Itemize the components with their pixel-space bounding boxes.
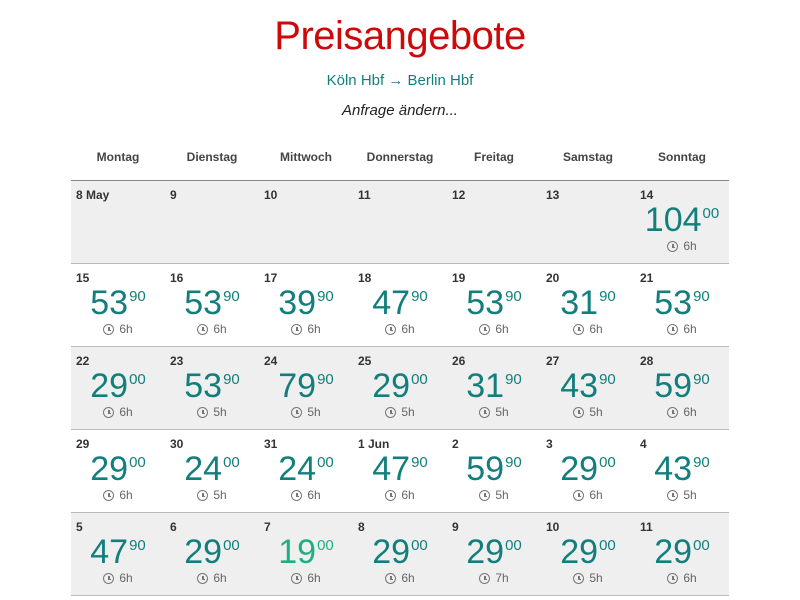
- day-cell: [259, 181, 353, 263]
- fare-euros: 104: [644, 201, 702, 239]
- clock-icon: [573, 490, 584, 501]
- trip-duration: [71, 488, 165, 502]
- day-cell[interactable]: [259, 264, 353, 346]
- fare-euros: 29: [372, 533, 411, 571]
- day-cell[interactable]: [353, 513, 447, 595]
- calendar-week-row: [71, 181, 729, 264]
- fare-price[interactable]: [71, 532, 165, 572]
- duration-text: 6h: [307, 571, 321, 585]
- fare-price[interactable]: [635, 449, 729, 489]
- duration-text: 5h: [589, 571, 603, 585]
- fare-euros: 53: [654, 284, 693, 322]
- fare-price[interactable]: [353, 283, 447, 323]
- fare-euros: 24: [184, 450, 223, 488]
- day-cell[interactable]: [165, 347, 259, 429]
- clock-icon: [479, 573, 490, 584]
- duration-text: 6h: [495, 322, 509, 336]
- duration-text: 6h: [401, 322, 415, 336]
- day-cell[interactable]: [259, 347, 353, 429]
- trip-duration: [71, 571, 165, 585]
- clock-icon: [667, 490, 678, 501]
- fare-euros: 43: [654, 450, 693, 488]
- fare-price[interactable]: [165, 532, 259, 572]
- fare-euros: 47: [372, 284, 411, 322]
- day-cell[interactable]: [635, 513, 729, 595]
- fare-cents: 90: [223, 288, 240, 305]
- trip-duration: [635, 571, 729, 585]
- clock-icon: [479, 407, 490, 418]
- duration-text: 6h: [119, 571, 133, 585]
- duration-text: 6h: [683, 322, 697, 336]
- trip-duration: [541, 488, 635, 502]
- clock-icon: [197, 324, 208, 335]
- day-date: 29: [76, 437, 90, 451]
- fare-euros: 31: [466, 367, 505, 405]
- day-date: 4: [640, 437, 647, 451]
- day-date: 11: [640, 520, 653, 534]
- day-date: 9: [170, 188, 177, 202]
- calendar-week-row: [71, 513, 729, 596]
- day-cell: [165, 181, 259, 263]
- day-cell[interactable]: [71, 347, 165, 429]
- day-date: 3: [546, 437, 553, 451]
- duration-text: 6h: [683, 571, 697, 585]
- fare-price[interactable]: [259, 449, 353, 489]
- duration-text: 6h: [119, 322, 133, 336]
- trip-duration: [635, 239, 729, 253]
- clock-icon: [385, 324, 396, 335]
- clock-icon: [103, 407, 114, 418]
- day-date: 2: [452, 437, 459, 451]
- day-cell[interactable]: [165, 430, 259, 512]
- fare-cents: 00: [505, 537, 522, 554]
- trip-duration: [165, 322, 259, 336]
- duration-text: 6h: [307, 488, 321, 502]
- trip-duration: [165, 571, 259, 585]
- trip-duration: [353, 571, 447, 585]
- day-date: 12: [452, 188, 466, 202]
- fare-cents: 90: [505, 454, 522, 471]
- day-cell[interactable]: [541, 430, 635, 512]
- duration-text: 5h: [213, 488, 227, 502]
- day-date: 16: [170, 271, 184, 285]
- fare-cents: 00: [599, 454, 616, 471]
- day-date: 15: [76, 271, 90, 285]
- day-date: 31: [264, 437, 278, 451]
- fare-price[interactable]: [541, 532, 635, 572]
- fare-price[interactable]: [635, 532, 729, 572]
- weekday-saturday: Samstag: [562, 150, 614, 164]
- fare-euros: 19: [278, 533, 317, 571]
- day-cell[interactable]: [541, 264, 635, 346]
- fare-price[interactable]: [165, 449, 259, 489]
- clock-icon: [479, 490, 490, 501]
- fare-cents: 00: [693, 537, 710, 554]
- weekday-header: [71, 142, 729, 181]
- clock-icon: [385, 573, 396, 584]
- clock-icon: [667, 573, 678, 584]
- fare-cents: 00: [223, 454, 240, 471]
- trip-duration: [165, 488, 259, 502]
- clock-icon: [103, 324, 114, 335]
- trip-duration: [447, 571, 541, 585]
- trip-duration: [165, 405, 259, 419]
- trip-duration: [353, 322, 447, 336]
- day-date: 27: [546, 354, 560, 368]
- clock-icon: [479, 324, 490, 335]
- duration-text: 7h: [495, 571, 509, 585]
- day-date: 22: [76, 354, 90, 368]
- clock-icon: [197, 573, 208, 584]
- fare-euros: 59: [466, 450, 505, 488]
- fare-price[interactable]: [165, 283, 259, 323]
- fare-cents: 00: [223, 537, 240, 554]
- calendar-week-row: [71, 430, 729, 513]
- day-date: 17: [264, 271, 278, 285]
- trip-duration: [353, 405, 447, 419]
- fare-price[interactable]: [71, 283, 165, 323]
- fare-euros: 59: [654, 367, 693, 405]
- day-cell[interactable]: [353, 264, 447, 346]
- weekday-friday: Freitag: [473, 150, 514, 164]
- day-cell[interactable]: [165, 264, 259, 346]
- day-cell[interactable]: [635, 347, 729, 429]
- fare-cents: 00: [317, 454, 334, 471]
- duration-text: 6h: [401, 571, 415, 585]
- clock-icon: [103, 573, 114, 584]
- trip-duration: [635, 488, 729, 502]
- duration-text: 5h: [495, 488, 509, 502]
- day-cell[interactable]: [71, 264, 165, 346]
- trip-duration: [541, 405, 635, 419]
- duration-text: 6h: [213, 571, 227, 585]
- fare-cents: 90: [599, 288, 616, 305]
- day-cell[interactable]: [635, 264, 729, 346]
- weekday-thursday: Donnerstag: [366, 150, 434, 164]
- trip-duration: [635, 322, 729, 336]
- trip-duration: [71, 322, 165, 336]
- duration-text: 5h: [589, 405, 603, 419]
- day-date: 7: [264, 520, 271, 534]
- day-cell[interactable]: [635, 181, 729, 263]
- weekday-sunday: Sonntag: [658, 150, 706, 164]
- day-date: 8: [358, 520, 365, 534]
- day-cell[interactable]: [447, 513, 541, 595]
- day-date: 23: [170, 354, 184, 368]
- duration-text: 5h: [307, 405, 321, 419]
- clock-icon: [291, 573, 302, 584]
- fare-price[interactable]: [541, 449, 635, 489]
- day-date: 5: [76, 520, 83, 534]
- duration-text: 6h: [213, 322, 227, 336]
- calendar-week-row: [71, 264, 729, 347]
- fare-cents: 00: [129, 371, 146, 388]
- clock-icon: [573, 573, 584, 584]
- fare-cents: 90: [411, 454, 428, 471]
- fare-euros: 53: [184, 284, 223, 322]
- fare-price[interactable]: [541, 366, 635, 406]
- fare-cents: 90: [223, 371, 240, 388]
- fare-euros: 79: [278, 367, 317, 405]
- day-cell[interactable]: [165, 513, 259, 595]
- fare-price[interactable]: [635, 200, 729, 240]
- trip-duration: [259, 571, 353, 585]
- fare-cents: 00: [129, 454, 146, 471]
- duration-text: 6h: [401, 488, 415, 502]
- day-cell[interactable]: [71, 513, 165, 595]
- fare-euros: 24: [278, 450, 317, 488]
- day-cell: [71, 181, 165, 263]
- fare-price[interactable]: [353, 532, 447, 572]
- fare-price[interactable]: [447, 366, 541, 406]
- fare-cents: 90: [129, 288, 146, 305]
- day-date: 20: [546, 271, 560, 285]
- day-date: 26: [452, 354, 466, 368]
- fare-cents: 00: [411, 371, 428, 388]
- fare-price[interactable]: [165, 366, 259, 406]
- fare-cents: 90: [693, 288, 710, 305]
- day-date: 28: [640, 354, 654, 368]
- fare-euros: 47: [372, 450, 411, 488]
- day-cell[interactable]: [541, 513, 635, 595]
- trip-duration: [541, 571, 635, 585]
- fare-cents: 00: [317, 537, 334, 554]
- fare-euros: 29: [654, 533, 693, 571]
- day-cell[interactable]: [541, 347, 635, 429]
- fare-cents: 90: [129, 537, 146, 554]
- fare-euros: 29: [560, 450, 599, 488]
- fare-price[interactable]: [635, 366, 729, 406]
- trip-duration: [353, 488, 447, 502]
- fare-euros: 31: [560, 284, 599, 322]
- clock-icon: [667, 407, 678, 418]
- day-cell[interactable]: [353, 430, 447, 512]
- trip-duration: [447, 488, 541, 502]
- fare-price[interactable]: [541, 283, 635, 323]
- fare-euros: 29: [560, 533, 599, 571]
- trip-duration: [259, 405, 353, 419]
- fare-price[interactable]: [447, 532, 541, 572]
- fare-cents: 90: [317, 288, 334, 305]
- change-request-link[interactable]: Anfrage ändern...: [342, 102, 458, 119]
- fare-cents: 00: [411, 537, 428, 554]
- fare-euros: 29: [90, 450, 129, 488]
- day-cell: [447, 181, 541, 263]
- weekday-wednesday: Mittwoch: [280, 150, 332, 164]
- day-date: 10: [546, 520, 560, 534]
- clock-icon: [385, 490, 396, 501]
- day-cell[interactable]: [259, 430, 353, 512]
- duration-text: 6h: [589, 488, 603, 502]
- fare-price[interactable]: [259, 366, 353, 406]
- fare-price[interactable]: [447, 449, 541, 489]
- day-date: 24: [264, 354, 278, 368]
- fare-euros: 43: [560, 367, 599, 405]
- day-date: 6: [170, 520, 177, 534]
- duration-text: 6h: [119, 488, 133, 502]
- clock-icon: [573, 324, 584, 335]
- fare-price[interactable]: [353, 449, 447, 489]
- page-title: Preisangebote: [274, 14, 526, 58]
- clock-icon: [573, 407, 584, 418]
- trip-duration: [541, 322, 635, 336]
- fare-price[interactable]: [71, 366, 165, 406]
- duration-text: 6h: [683, 239, 697, 253]
- fare-euros: 53: [90, 284, 129, 322]
- day-date: 1 Jun: [358, 437, 390, 451]
- fare-euros: 39: [278, 284, 317, 322]
- route-label: Köln Hbf → Berlin Hbf: [326, 72, 474, 89]
- price-calendar: [71, 181, 729, 596]
- clock-icon: [197, 490, 208, 501]
- fare-price[interactable]: [447, 283, 541, 323]
- fare-cents: 90: [317, 371, 334, 388]
- calendar-week-row: [71, 347, 729, 430]
- duration-text: 5h: [495, 405, 509, 419]
- fare-cents: 90: [599, 371, 616, 388]
- clock-icon: [667, 324, 678, 335]
- fare-cents: 00: [599, 537, 616, 554]
- day-cell: [541, 181, 635, 263]
- trip-duration: [71, 405, 165, 419]
- clock-icon: [197, 407, 208, 418]
- fare-cents: 90: [505, 288, 522, 305]
- day-date: 10: [264, 188, 278, 202]
- day-cell[interactable]: [447, 264, 541, 346]
- clock-icon: [667, 241, 678, 252]
- day-cell[interactable]: [71, 430, 165, 512]
- fare-cents: 00: [702, 205, 720, 222]
- fare-cents: 90: [693, 371, 710, 388]
- fare-price[interactable]: [71, 449, 165, 489]
- day-date: 8 May: [76, 188, 110, 202]
- weekday-monday: Montag: [96, 150, 140, 164]
- fare-price[interactable]: [259, 532, 353, 572]
- day-cell[interactable]: [259, 513, 353, 595]
- fare-price[interactable]: [259, 283, 353, 323]
- duration-text: 6h: [307, 322, 321, 336]
- day-date: 13: [546, 188, 560, 202]
- duration-text: 5h: [401, 405, 415, 419]
- duration-text: 6h: [589, 322, 603, 336]
- day-date: 18: [358, 271, 372, 285]
- trip-duration: [635, 405, 729, 419]
- fare-price[interactable]: [635, 283, 729, 323]
- day-cell[interactable]: [353, 347, 447, 429]
- trip-duration: [259, 488, 353, 502]
- duration-text: 6h: [119, 405, 133, 419]
- day-date: 30: [170, 437, 184, 451]
- day-cell: [353, 181, 447, 263]
- fare-euros: 47: [90, 533, 129, 571]
- trip-duration: [447, 405, 541, 419]
- day-date: 19: [452, 271, 466, 285]
- clock-icon: [291, 407, 302, 418]
- fare-price[interactable]: [353, 366, 447, 406]
- fare-cents: 90: [693, 454, 710, 471]
- fare-euros: 53: [184, 367, 223, 405]
- day-date: 14: [640, 188, 654, 202]
- clock-icon: [385, 407, 396, 418]
- duration-text: 5h: [683, 488, 697, 502]
- fare-euros: 53: [466, 284, 505, 322]
- day-date: 21: [640, 271, 654, 285]
- day-cell[interactable]: [447, 347, 541, 429]
- day-date: 11: [358, 188, 371, 202]
- fare-euros: 29: [90, 367, 129, 405]
- fare-euros: 29: [466, 533, 505, 571]
- trip-duration: [259, 322, 353, 336]
- clock-icon: [103, 490, 114, 501]
- fare-euros: 29: [372, 367, 411, 405]
- clock-icon: [291, 490, 302, 501]
- day-cell[interactable]: [447, 430, 541, 512]
- clock-icon: [291, 324, 302, 335]
- duration-text: 5h: [213, 405, 227, 419]
- day-cell[interactable]: [635, 430, 729, 512]
- duration-text: 6h: [683, 405, 697, 419]
- trip-duration: [447, 322, 541, 336]
- day-date: 25: [358, 354, 372, 368]
- fare-cents: 90: [505, 371, 522, 388]
- weekday-tuesday: Dienstag: [186, 150, 238, 164]
- fare-cents: 90: [411, 288, 428, 305]
- fare-euros: 29: [184, 533, 223, 571]
- day-date: 9: [452, 520, 459, 534]
